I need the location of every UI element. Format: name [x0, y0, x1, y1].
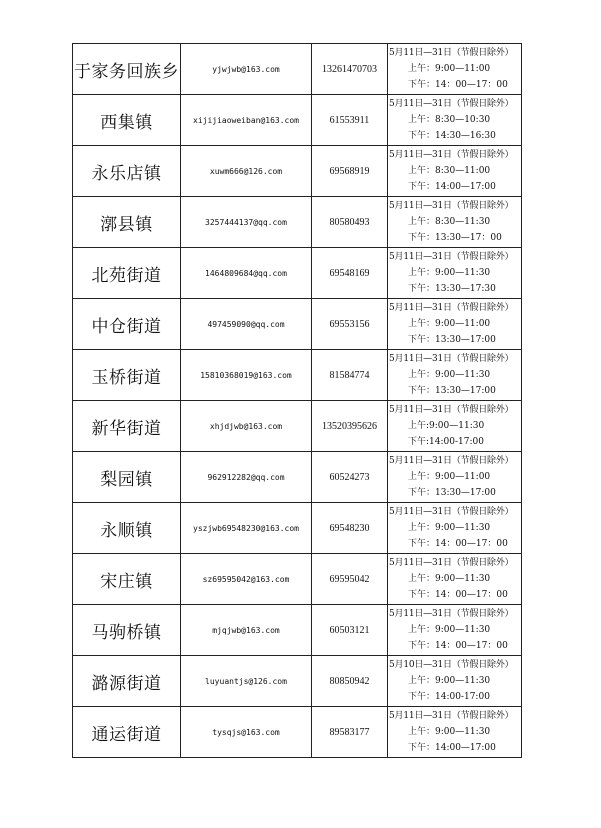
phone-number: 69553156 — [312, 299, 388, 350]
date-range: 5月11日—31日（节假日除外） — [389, 48, 514, 58]
date-range: 5月11日—31日（节假日除外） — [389, 354, 514, 364]
date-range: 5月11日—31日（节假日除外） — [389, 558, 514, 568]
date-range: 5月11日—31日（节假日除外） — [389, 711, 514, 721]
phone-number: 89583177 — [312, 707, 388, 758]
email-address: xuwm666@126.com — [181, 146, 312, 197]
date-range: 5月11日—31日（节假日除外） — [389, 150, 514, 160]
afternoon-hours: 下午：14：00—17：00 — [408, 539, 508, 549]
morning-hours: 上午：8:30—11:30 — [408, 217, 491, 227]
office-hours — [388, 503, 522, 554]
table-row — [73, 503, 522, 554]
district-name: 西集镇 — [73, 95, 181, 146]
morning-hours: 上午：9:00—11:30 — [408, 268, 491, 278]
afternoon-hours: 下午：13:30—17:00 — [408, 335, 496, 345]
phone-number: 81584774 — [312, 350, 388, 401]
email-address: luyuantjs@126.com — [181, 656, 312, 707]
table-row — [73, 350, 522, 401]
morning-hours: 上午：9:00—11:30 — [408, 727, 491, 737]
district-name: 永乐店镇 — [73, 146, 181, 197]
table-row — [73, 656, 522, 707]
afternoon-hours: 下午：14：00—17：00 — [408, 590, 508, 600]
email-address: xijijiaoweiban@163.com — [181, 95, 312, 146]
phone-number: 13261470703 — [312, 44, 388, 95]
office-hours — [388, 350, 522, 401]
office-hours — [388, 299, 522, 350]
date-range: 5月11日—31日（节假日除外） — [389, 609, 514, 619]
email-address: xhjdjwb@163.com — [181, 401, 312, 452]
date-range: 5月11日—31日（节假日除外） — [389, 456, 514, 466]
contact-table-page — [72, 43, 521, 758]
table-row — [73, 554, 522, 605]
office-hours — [388, 605, 522, 656]
phone-number: 80580493 — [312, 197, 388, 248]
email-address: 15810368019@163.com — [181, 350, 312, 401]
email-address: 3257444137@qq.com — [181, 197, 312, 248]
table-row — [73, 605, 522, 656]
date-range: 5月10日—31日（节假日除外） — [389, 660, 514, 670]
table-row — [73, 146, 522, 197]
district-name: 马驹桥镇 — [73, 605, 181, 656]
district-name: 中仓街道 — [73, 299, 181, 350]
email-address: sz69595042@163.com — [181, 554, 312, 605]
afternoon-hours: 下午:14:00-17:00 — [408, 437, 484, 447]
table-row — [73, 44, 522, 95]
afternoon-hours: 下午：14:00—17:00 — [408, 743, 496, 753]
phone-number: 60503121 — [312, 605, 388, 656]
contact-table — [72, 43, 522, 758]
morning-hours: 上午:9:00—11:30 — [408, 421, 485, 431]
office-hours — [388, 707, 522, 758]
email-address: yjwjwb@163.com — [181, 44, 312, 95]
office-hours — [388, 452, 522, 503]
email-address: 1464809684@qq.com — [181, 248, 312, 299]
district-name: 宋庄镇 — [73, 554, 181, 605]
afternoon-hours: 下午：13:30—17：00 — [408, 233, 502, 243]
date-range: 5月11日—31日（节假日除外） — [389, 405, 514, 415]
afternoon-hours: 下午：14：00—17：00 — [408, 641, 508, 651]
office-hours — [388, 248, 522, 299]
afternoon-hours: 下午：13:30—17:00 — [408, 488, 496, 498]
office-hours — [388, 401, 522, 452]
phone-number: 13520395626 — [312, 401, 388, 452]
office-hours — [388, 656, 522, 707]
table-row — [73, 707, 522, 758]
email-address: tysqjs@163.com — [181, 707, 312, 758]
phone-number: 69548169 — [312, 248, 388, 299]
district-name: 潞源街道 — [73, 656, 181, 707]
phone-number: 69595042 — [312, 554, 388, 605]
date-range: 5月11日—31日（节假日除外） — [389, 201, 514, 211]
phone-number: 69548230 — [312, 503, 388, 554]
table-row — [73, 248, 522, 299]
morning-hours: 上午：9:00—11:30 — [408, 370, 491, 380]
table-row — [73, 452, 522, 503]
afternoon-hours: 下午：14:30—16:30 — [408, 131, 496, 141]
morning-hours: 上午：9:00—11:00 — [408, 319, 491, 329]
morning-hours: 上午：9:00—11:00 — [408, 472, 491, 482]
afternoon-hours: 下午：13:30—17:00 — [408, 386, 496, 396]
date-range: 5月11日—31日（节假日除外） — [389, 99, 514, 109]
table-row — [73, 299, 522, 350]
morning-hours: 上午：8:30—10:30 — [408, 115, 491, 125]
district-name: 于家务回族乡 — [73, 44, 181, 95]
morning-hours: 上午：9:00—11:00 — [408, 64, 491, 74]
phone-number: 80850942 — [312, 656, 388, 707]
morning-hours: 上午：9:00—11:30 — [408, 676, 491, 686]
district-name: 玉桥街道 — [73, 350, 181, 401]
phone-number: 61553911 — [312, 95, 388, 146]
phone-number: 69568919 — [312, 146, 388, 197]
table-row — [73, 401, 522, 452]
district-name: 永顺镇 — [73, 503, 181, 554]
afternoon-hours: 下午：13:30—17:30 — [408, 284, 496, 294]
office-hours — [388, 44, 522, 95]
morning-hours: 上午：9:00—11:30 — [408, 523, 491, 533]
morning-hours: 上午：9:00—11:30 — [408, 574, 491, 584]
office-hours — [388, 95, 522, 146]
district-name: 梨园镇 — [73, 452, 181, 503]
office-hours — [388, 554, 522, 605]
date-range: 5月11日—31日（节假日除外） — [389, 303, 514, 313]
office-hours — [388, 197, 522, 248]
contact-table-body — [73, 44, 522, 758]
morning-hours: 上午：8:30—11:00 — [408, 166, 491, 176]
date-range: 5月11日—31日（节假日除外） — [389, 507, 514, 517]
email-address: 962912282@qq.com — [181, 452, 312, 503]
afternoon-hours: 下午：14：00—17：00 — [408, 80, 508, 90]
district-name: 漷县镇 — [73, 197, 181, 248]
table-row — [73, 197, 522, 248]
district-name: 新华街道 — [73, 401, 181, 452]
phone-number: 60524273 — [312, 452, 388, 503]
district-name: 北苑街道 — [73, 248, 181, 299]
district-name: 通运街道 — [73, 707, 181, 758]
email-address: 497459090@qq.com — [181, 299, 312, 350]
email-address: yszjwb69548230@163.com — [181, 503, 312, 554]
morning-hours: 上午：9:00—11:30 — [408, 625, 491, 635]
afternoon-hours: 下午：14:00—17:00 — [408, 182, 496, 192]
email-address: mjqjwb@163.com — [181, 605, 312, 656]
office-hours — [388, 146, 522, 197]
date-range: 5月11日—31日（节假日除外） — [389, 252, 514, 262]
afternoon-hours: 下午：14:00-17:00 — [408, 692, 490, 702]
table-row — [73, 95, 522, 146]
